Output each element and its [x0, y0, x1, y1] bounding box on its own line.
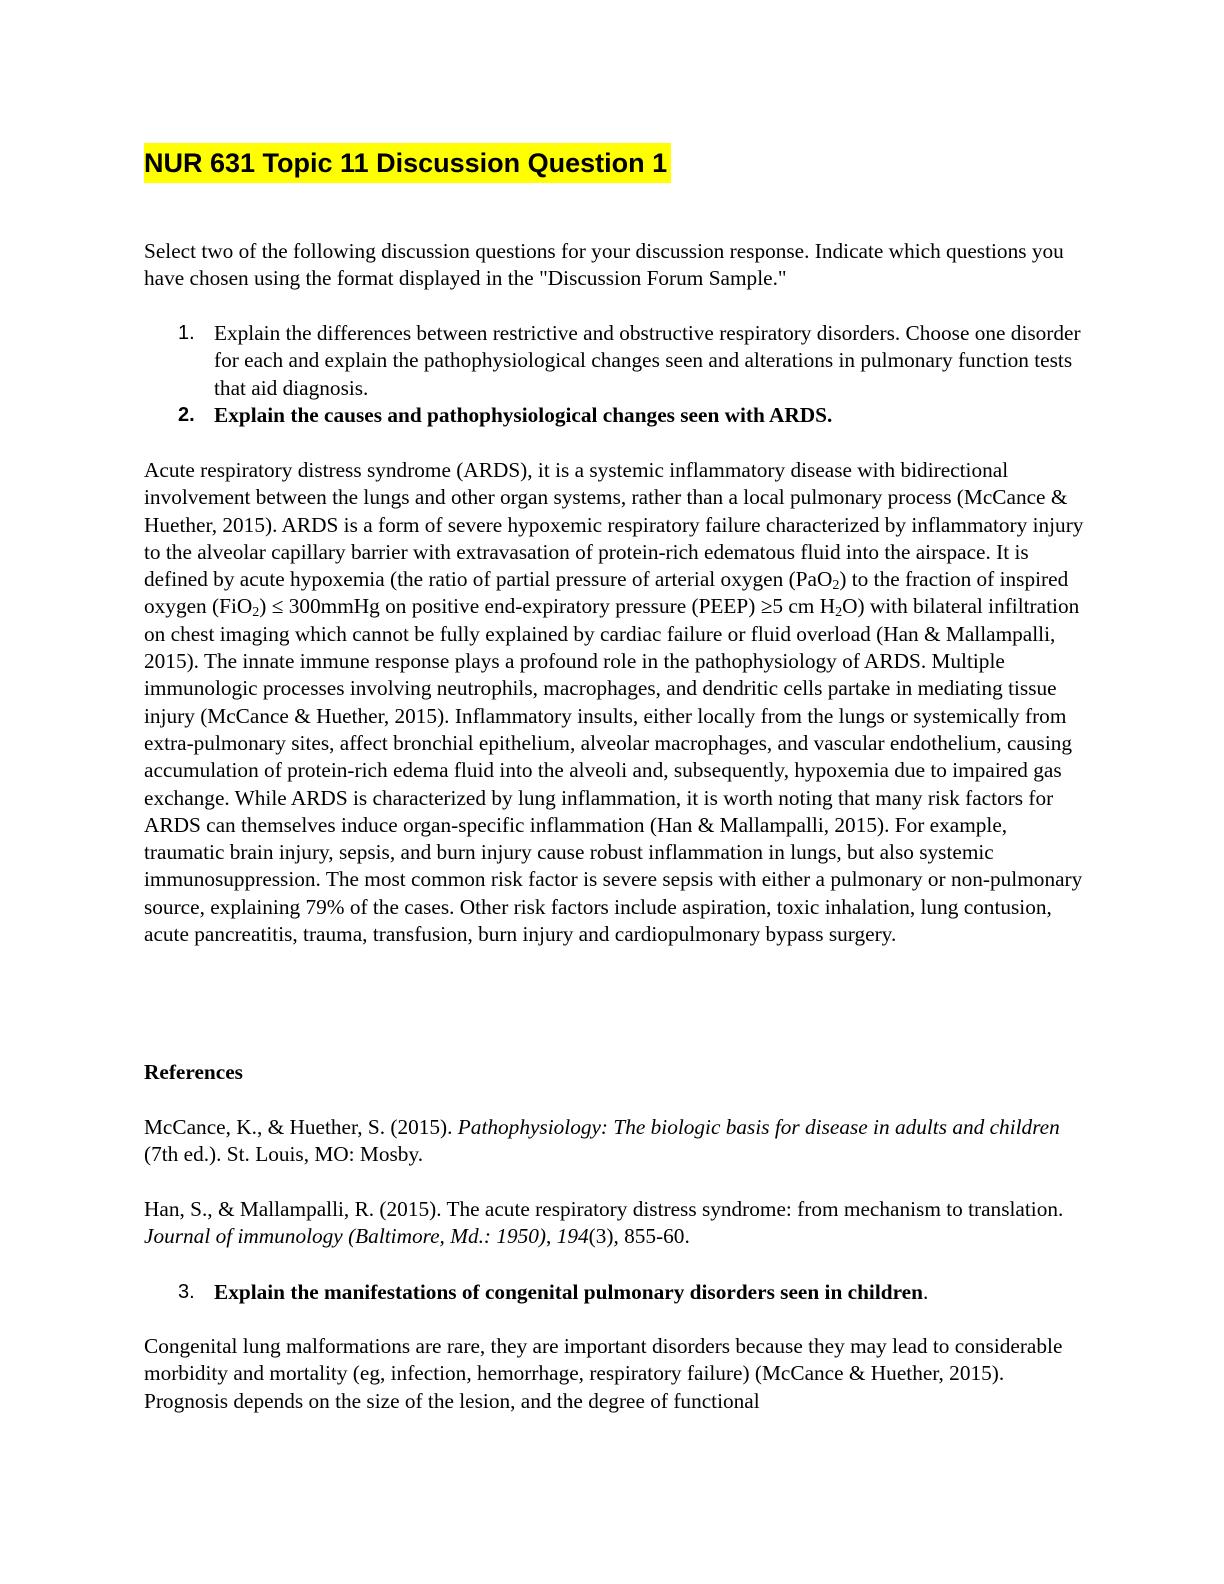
ards-text-part: O) with bilateral infiltration on chest imaging which cannot be fully explained by cardiac failure or fluid overload (Han & Mallampalli, 2015). The innate immune response plays a profound role in the pathophysiology of ARDS. Multiple immunologic processes involving neutrophils, macrophages, and dendritic cells partake in mediating tissue injury (McCance & Huether, 2015). Inflammatory insults, either locally from the lungs or systemically from extra-pulmonary sites, affect bronchial epithelium, alveolar macrophages, and vascular endothelium, causing accumulation of protein-rich edema fluid into the alveoli and, subsequently, hypoxemia due to impaired gas exchange. While ARDS is characterized by lung inflammation, it is worth noting that many risk factors for ARDS can themselves induce organ-specific inflammation (Han & Mallampalli, 2015). For example, traumatic brain injury, sepsis, and burn injury cause robust inflammation in lungs, but also systemic immunosuppression. The most common risk factor is severe sepsis with either a pulmonary or non-pulmonary source, explaining 79% of the cases. Other risk factors include aspiration, toxic inhalation, lung contusion, acute pancreatitis, trauma, transfusion, burn injury and cardiopulmonary bypass surgery. [144, 594, 1083, 947]
ards-text-part: ) to the fraction of inspired oxygen (FiO [144, 567, 1069, 619]
ards-text-part: Acute respiratory distress syndrome (ARDS), it is a systemic inflammatory disease with bidirectional involvement between the lungs and other organ systems, rather than a local pulmonary process (McCance & Huether, 2015). ARDS is a form of severe hypoxemic respiratory failure characterized by inflammatory injury to the alveolar capillary barrier with extravasation of protein-rich edematous fluid into the airspace. It is defined by acute hypoxemia (the ratio of partial pressure of arterial oxygen (PaO [144, 458, 1084, 592]
reference-journal: Journal of immunology (Baltimore, Md.: 1950) [144, 1224, 547, 1249]
question-item-3 [144, 1279, 1084, 1306]
question-text: Explain the manifestations of congenital pulmonary disorders seen in children [214, 1280, 923, 1304]
question-item-2 [144, 402, 1084, 429]
reference-authors: McCance, K., & Huether, S. (2015). [144, 1115, 458, 1139]
ards-text-part: ) ≤ 300mmHg on positive end-expiratory pressure (PEEP) ≥5 cm H [259, 594, 836, 619]
reference-2 [144, 1196, 1084, 1251]
references-heading: References [144, 1060, 243, 1084]
reference-details: (3), 855-60. [588, 1224, 690, 1249]
question-list [144, 320, 1084, 429]
question-item-1 [144, 320, 1084, 402]
reference-volume: 194 [556, 1224, 589, 1249]
subscript: 2 [832, 578, 840, 594]
ards-answer-paragraph [144, 457, 1084, 948]
reference-1 [144, 1114, 1084, 1169]
reference-authors: Han, S., & Mallampalli, R. (2015). The acute respiratory distress syndrome: from mechanism to translation. [144, 1197, 1064, 1221]
reference-separator: , [546, 1224, 557, 1249]
question-suffix: . [922, 1280, 929, 1304]
subscript: 2 [252, 605, 260, 621]
question-text: Explain the causes and pathophysiological changes seen with ARDS. [214, 402, 833, 427]
question-text: Explain the differences between restrictive and obstructive respiratory disorders. Choose one disorder for each and explain the pathophysiological changes seen and alterations in pulmonary function tests that aid diagnosis. [214, 321, 1081, 400]
question-list [144, 1279, 1084, 1306]
intro-paragraph: Select two of the following discussion questions for your discussion response. Indicate which questions you have chosen using the format displayed in the "Discussion Forum Sample." [144, 239, 1064, 291]
reference-title: Pathophysiology: The biologic basis for disease in adults and children [457, 1115, 1060, 1139]
question-number: 2. [178, 403, 195, 426]
reference-details: (7th ed.). St. Louis, MO: Mosby. [144, 1142, 424, 1167]
question-number: 3. [178, 1281, 195, 1303]
congenital-answer-paragraph: Congenital lung malformations are rare, they are important disorders because they may lead to considerable morbidity and mortality (eg, infection, hemorrhage, respiratory failure) (McCance & Huether, 2015). Prognosis depends on the size of the lesion, and the degree of functional [144, 1334, 1063, 1413]
subscript: 2 [835, 605, 843, 621]
question-number: 1. [178, 322, 195, 344]
page-title: NUR 631 Topic 11 Discussion Question 1 [144, 143, 671, 183]
